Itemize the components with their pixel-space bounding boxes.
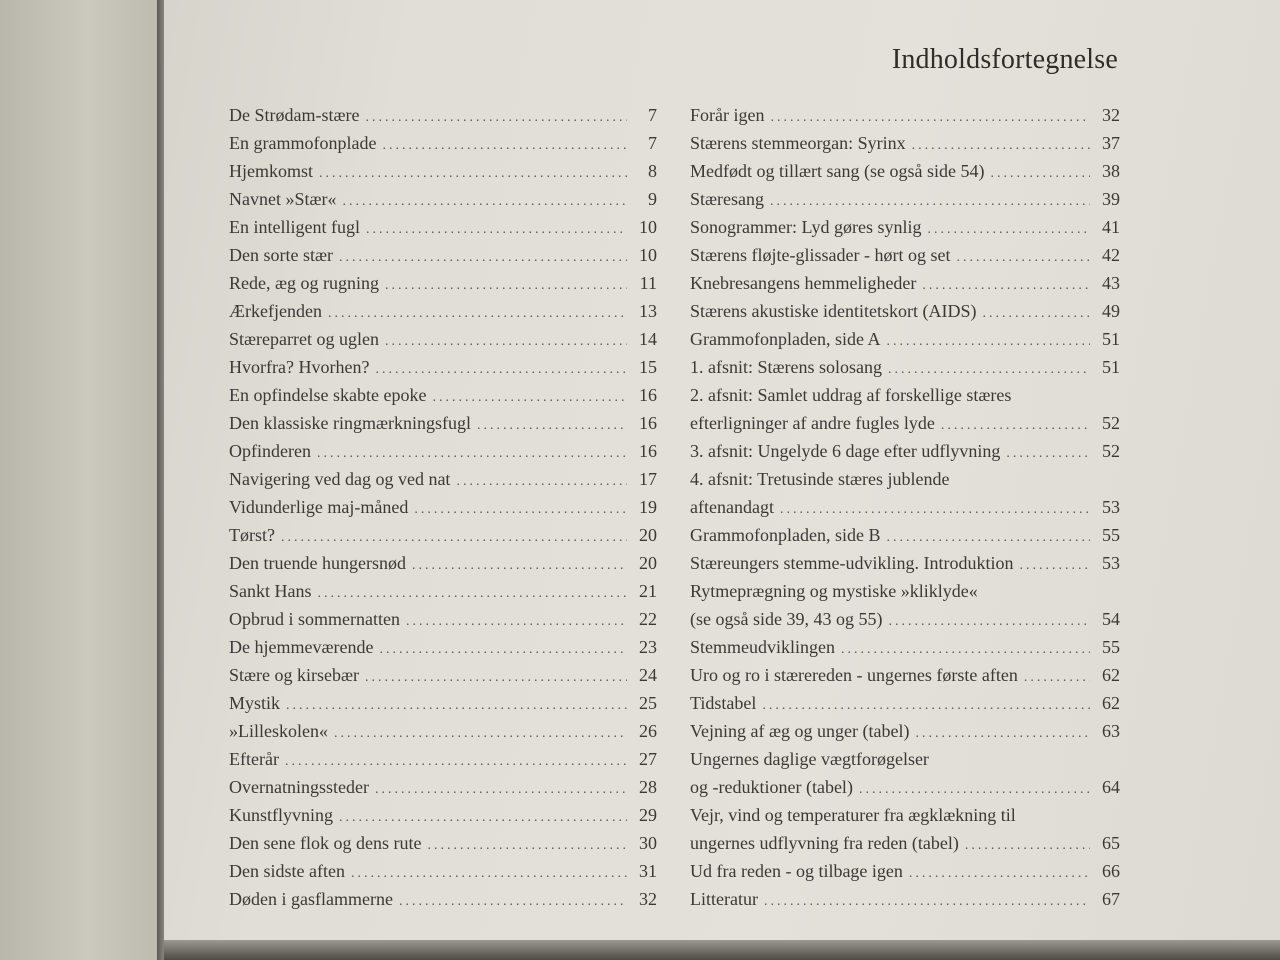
toc-entry	[229, 213, 657, 241]
toc-entry-page: 19	[639, 497, 657, 517]
dot-leader	[941, 412, 1090, 440]
toc-entry-page: 41	[1102, 217, 1120, 237]
toc-entry-title: Vejning af æg og unger (tabel)	[690, 721, 910, 741]
dot-leader	[770, 104, 1090, 132]
dot-leader	[365, 664, 627, 692]
toc-entry-title: Vidunderlige maj-måned	[229, 497, 409, 517]
toc-entry-title: Navnet »Stær«	[229, 189, 337, 209]
toc-entry	[229, 381, 657, 409]
toc-entry-page: 16	[639, 385, 657, 405]
dot-leader	[888, 608, 1090, 636]
toc-entry	[229, 157, 657, 185]
toc-entry-page: 51	[1102, 329, 1120, 349]
dot-leader	[427, 832, 627, 860]
toc-entry-title: Rytmeprægning og mystiske »kliklyde«	[690, 581, 978, 601]
toc-entry-page: 52	[1102, 413, 1120, 433]
toc-entry-title: Forår igen	[690, 105, 765, 125]
toc-entry-title: En opfindelse skabte epoke	[229, 385, 427, 405]
toc-entry-page: 20	[639, 553, 657, 573]
toc-entry	[229, 689, 657, 717]
toc-entry-title: Knebresangens hemmeligheder	[690, 273, 917, 293]
dot-leader	[375, 776, 627, 804]
toc-entry-title: Navigering ved dag og ved nat	[229, 469, 451, 489]
toc-entry	[229, 745, 657, 773]
toc-entry-title: og -reduktioner (tabel)	[690, 777, 853, 797]
toc-entry	[690, 689, 1120, 717]
toc-entry-page: 27	[639, 749, 657, 769]
dot-leader	[841, 636, 1090, 664]
dot-leader	[990, 160, 1090, 188]
toc-entry-title: 3. afsnit: Ungelyde 6 dage efter udflyvning	[690, 441, 1001, 461]
dot-leader	[1019, 552, 1090, 580]
toc-entry-title: Stærens stemmeorgan: Syrinx	[690, 133, 906, 153]
toc-entry-title: 1. afsnit: Stærens solosang	[690, 357, 882, 377]
toc-entry-page: 55	[1102, 637, 1120, 657]
dot-leader	[317, 440, 627, 468]
toc-entry-title: En grammofonplade	[229, 133, 377, 153]
toc-entry-title: Opfinderen	[229, 441, 311, 461]
toc-entry-page: 29	[639, 805, 657, 825]
page-title: Indholdsfortegnelse	[891, 44, 1118, 75]
toc-entry-title: Den sorte stær	[229, 245, 333, 265]
dot-leader	[351, 860, 627, 888]
toc-entry-title: ungernes udflyvning fra reden (tabel)	[690, 833, 959, 853]
toc-entry	[690, 213, 1120, 241]
toc-entry	[690, 773, 1120, 801]
toc-entry-title: Stæreparret og uglen	[229, 329, 379, 349]
toc-entry-page: 9	[648, 189, 657, 209]
toc-entry-page: 21	[639, 581, 657, 601]
toc-entry-title: Stærens akustiske identitetskort (AIDS)	[690, 301, 977, 321]
toc-entry	[229, 549, 657, 577]
toc-entry-page: 62	[1102, 693, 1120, 713]
dot-leader	[780, 496, 1090, 524]
toc-entry	[690, 185, 1120, 213]
toc-entry-page: 64	[1102, 777, 1120, 797]
toc-entry	[690, 353, 1120, 381]
dot-leader	[886, 328, 1090, 356]
toc-entry	[229, 633, 657, 661]
toc-entry	[229, 493, 657, 521]
toc-entry-page: 53	[1102, 497, 1120, 517]
toc-entry-page: 49	[1102, 301, 1120, 321]
dot-leader	[432, 384, 627, 412]
toc-entry-page: 11	[639, 273, 657, 293]
page-bottom-edge	[164, 940, 1280, 960]
toc-entry	[229, 409, 657, 437]
toc-entry-page: 8	[648, 161, 657, 181]
toc-entry-page: 7	[648, 105, 657, 125]
dot-leader	[285, 748, 627, 776]
toc-entry	[229, 605, 657, 633]
toc-entry-title: Uro og ro i stærereden - ungernes første aften	[690, 665, 1018, 685]
toc-entry-page: 53	[1102, 553, 1120, 573]
dot-leader	[366, 216, 627, 244]
toc-entry	[690, 521, 1120, 549]
toc-entry-title: Medfødt og tillært sang (se også side 54)	[690, 161, 985, 181]
toc-entry-page: 10	[639, 217, 657, 237]
toc-entry-page: 65	[1102, 833, 1120, 853]
toc-entry	[690, 129, 1120, 157]
dot-leader	[927, 216, 1090, 244]
toc-entry-page: 22	[639, 609, 657, 629]
dot-leader	[888, 356, 1090, 384]
toc-entry-title: Opbrud i sommernatten	[229, 609, 400, 629]
toc-entry	[690, 437, 1120, 465]
toc-entry	[229, 661, 657, 689]
toc-entry-title: Stemmeudviklingen	[690, 637, 835, 657]
dot-leader	[762, 692, 1090, 720]
dot-leader	[385, 272, 627, 300]
toc-entry-title: Hvorfra? Hvorhen?	[229, 357, 370, 377]
toc-entry-page: 62	[1102, 665, 1120, 685]
dot-leader	[456, 468, 627, 496]
toc-entry-title: En intelligent fugl	[229, 217, 360, 237]
toc-entry-title: Litteratur	[690, 889, 758, 909]
toc-entry	[690, 409, 1120, 437]
dot-leader	[412, 552, 627, 580]
toc-entry-page: 25	[639, 693, 657, 713]
toc-entry-page: 52	[1102, 441, 1120, 461]
toc-entry	[229, 577, 657, 605]
toc-entry-page: 16	[639, 413, 657, 433]
dot-leader	[365, 104, 627, 132]
toc-entry	[690, 269, 1120, 297]
toc-entry	[690, 885, 1120, 913]
toc-entry-page: 30	[639, 833, 657, 853]
dot-leader	[343, 188, 628, 216]
toc-entry-title: Ærkefjenden	[229, 301, 322, 321]
toc-entry-title: Stærens fløjte-glissader - hørt og set	[690, 245, 951, 265]
toc-entry	[229, 185, 657, 213]
toc-entry	[229, 129, 657, 157]
toc-entry-title: Sankt Hans	[229, 581, 312, 601]
toc-entry	[690, 549, 1120, 577]
toc-column-left	[229, 101, 657, 913]
dot-leader	[319, 160, 627, 188]
toc-entry-title: »Lilleskolen«	[229, 721, 328, 741]
toc-entry	[229, 521, 657, 549]
toc-entry-title: Ud fra reden - og tilbage igen	[690, 861, 903, 881]
dot-leader	[339, 804, 627, 832]
toc-entry	[229, 885, 657, 913]
toc-entry-page: 31	[639, 861, 657, 881]
toc-entry-title: Hjemkomst	[229, 161, 313, 181]
toc-entry	[229, 325, 657, 353]
dot-leader	[859, 776, 1090, 804]
dot-leader	[339, 244, 627, 272]
toc-entry-page: 39	[1102, 189, 1120, 209]
toc-entry-title: 4. afsnit: Tretusinde stæres jublende	[690, 469, 950, 489]
dot-leader	[770, 188, 1090, 216]
toc-entry-title: Overnatningssteder	[229, 777, 369, 797]
toc-entry	[690, 717, 1120, 745]
toc-entry	[229, 465, 657, 493]
toc-entry	[229, 437, 657, 465]
toc-entry-page: 32	[1102, 105, 1120, 125]
toc-entry-title: Grammofonpladen, side B	[690, 525, 881, 545]
toc-entry-title: Døden i gasflammerne	[229, 889, 393, 909]
dot-leader	[399, 888, 627, 916]
toc-column-right	[690, 101, 1120, 913]
dot-leader	[406, 608, 627, 636]
toc-entry	[690, 829, 1120, 857]
toc-entry	[690, 157, 1120, 185]
toc-entry	[690, 241, 1120, 269]
toc-entry-page: 63	[1102, 721, 1120, 741]
toc-entry-title: Ungernes daglige vægtforøgelser	[690, 749, 929, 769]
toc-entry	[690, 857, 1120, 885]
toc-entry-page: 7	[648, 133, 657, 153]
toc-entry	[690, 661, 1120, 689]
dot-leader	[982, 300, 1090, 328]
toc-entry-page: 15	[639, 357, 657, 377]
toc-entry	[229, 101, 657, 129]
toc-entry-title: efterligninger af andre fugles lyde	[690, 413, 935, 433]
toc-entry-page: 23	[639, 637, 657, 657]
toc-entry-title: Grammofonpladen, side A	[690, 329, 881, 349]
toc-entry-title: Den sene flok og dens rute	[229, 833, 422, 853]
toc-entry-page: 28	[639, 777, 657, 797]
dot-leader	[318, 580, 628, 608]
toc-entry-page: 55	[1102, 525, 1120, 545]
toc-entry	[690, 633, 1120, 661]
toc-entry-title: Mystik	[229, 693, 281, 713]
toc-entry-page: 51	[1102, 357, 1120, 377]
dot-leader	[909, 860, 1090, 888]
dot-leader	[922, 272, 1090, 300]
toc-entry	[229, 717, 657, 745]
toc-entry-page: 10	[639, 245, 657, 265]
dot-leader	[1024, 664, 1090, 692]
toc-entry-title: Den sidste aften	[229, 861, 345, 881]
toc-entry-page: 54	[1102, 609, 1120, 629]
toc-entry-title: Den klassiske ringmærkningsfugl	[229, 413, 471, 433]
toc-entry	[690, 493, 1120, 521]
toc-entry-title: Rede, æg og rugning	[229, 273, 379, 293]
toc-entry-title: Tidstabel	[690, 693, 757, 713]
dot-leader	[886, 524, 1090, 552]
toc-entry	[229, 353, 657, 381]
toc-entry-title: Sonogrammer: Lyd gøres synlig	[690, 217, 922, 237]
toc-entry-page: 26	[639, 721, 657, 741]
toc-entry-title: De Strødam-stære	[229, 105, 360, 125]
toc-entry	[690, 325, 1120, 353]
dot-leader	[915, 720, 1090, 748]
toc-entry-page: 16	[639, 441, 657, 461]
toc-entry-page: 42	[1102, 245, 1120, 265]
toc-entry	[690, 605, 1120, 633]
toc-entry-title: Den truende hungersnød	[229, 553, 406, 573]
toc-entry-page: 24	[639, 665, 657, 685]
toc-entry-page: 37	[1102, 133, 1120, 153]
toc-entry-title: De hjemmeværende	[229, 637, 374, 657]
toc-entry-title: Tørst?	[229, 525, 275, 545]
toc-entry	[690, 101, 1120, 129]
toc-entry-page: 13	[639, 301, 657, 321]
dot-leader	[334, 720, 627, 748]
toc-entry-title: Vejr, vind og temperaturer fra ægklækning til	[690, 805, 1016, 825]
dot-leader	[477, 412, 627, 440]
toc-entry-page: 67	[1102, 889, 1120, 909]
toc-entry-title: (se også side 39, 43 og 55)	[690, 609, 883, 629]
toc-entry-title: aftenandagt	[690, 497, 774, 517]
toc-entry	[229, 241, 657, 269]
toc-entry	[229, 857, 657, 885]
toc-entry-title: Kunstflyvning	[229, 805, 334, 825]
dot-leader	[956, 244, 1090, 272]
toc-entry	[229, 297, 657, 325]
dot-leader	[764, 888, 1090, 916]
dot-leader	[286, 692, 627, 720]
toc-entry	[229, 829, 657, 857]
dot-leader	[385, 328, 627, 356]
toc-entry-page: 20	[639, 525, 657, 545]
dot-leader	[382, 132, 627, 160]
toc-entry-title: Efterår	[229, 749, 279, 769]
dot-leader	[912, 132, 1090, 160]
toc-entry-page: 17	[639, 469, 657, 489]
dot-leader	[281, 524, 627, 552]
facing-page	[0, 0, 160, 960]
dot-leader	[328, 300, 627, 328]
toc-entry-page: 38	[1102, 161, 1120, 181]
dot-leader	[965, 832, 1090, 860]
toc-entry-page: 66	[1102, 861, 1120, 881]
toc-entry	[229, 773, 657, 801]
toc-entry-title: 2. afsnit: Samlet uddrag af forskellige stæres	[690, 385, 1012, 405]
toc-entry-page: 32	[639, 889, 657, 909]
toc-entry-title: Stæresang	[690, 189, 764, 209]
toc-entry	[690, 297, 1120, 325]
dot-leader	[414, 496, 627, 524]
dot-leader	[1006, 440, 1090, 468]
dot-leader	[379, 636, 627, 664]
toc-entry	[229, 269, 657, 297]
toc-entry-title: Stære og kirsebær	[229, 665, 359, 685]
toc-entry	[229, 801, 657, 829]
toc-entry-title: Stæreungers stemme-udvikling. Introduktion	[690, 553, 1014, 573]
toc-entry-page: 43	[1102, 273, 1120, 293]
dot-leader	[375, 356, 627, 384]
toc-entry-page: 14	[639, 329, 657, 349]
